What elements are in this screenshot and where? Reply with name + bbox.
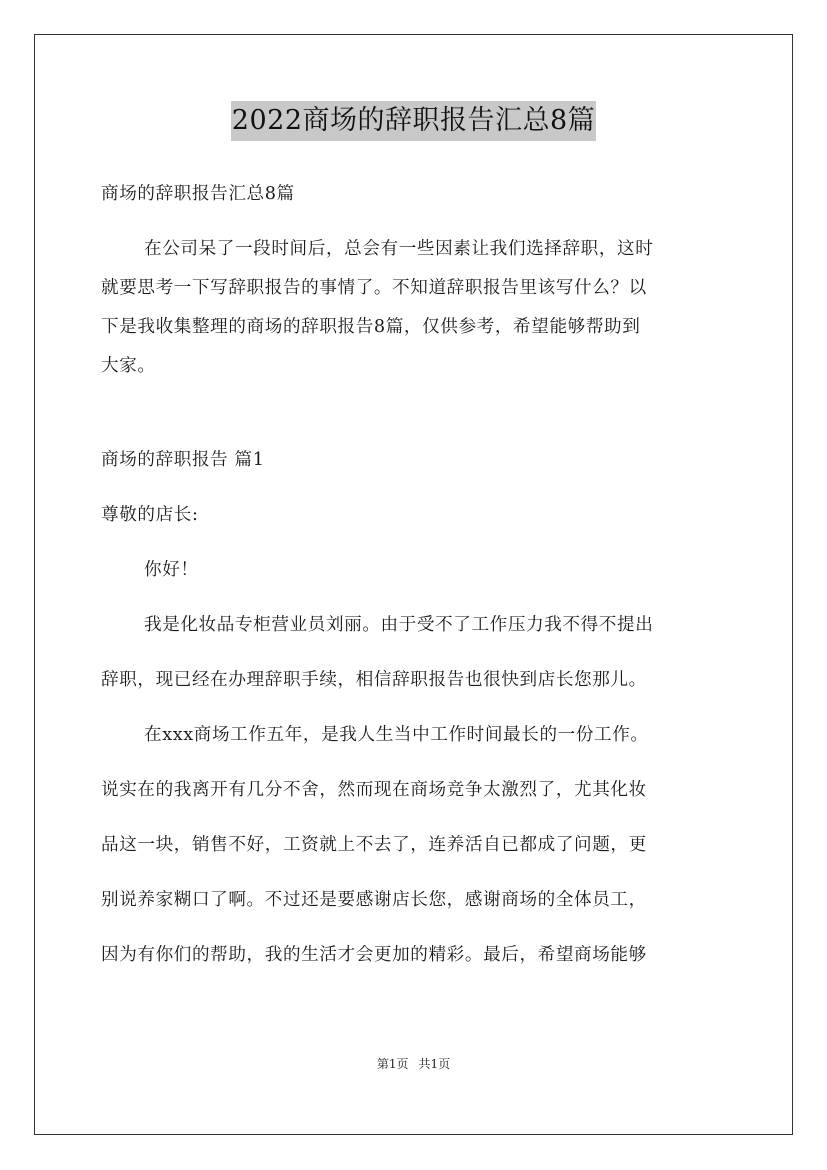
paragraph-line: 品这一块，销售不好，工资就上不去了，连养活自已都成了问题，更 — [101, 835, 647, 855]
title-container — [0, 101, 827, 141]
page-number: 第1页 — [376, 1057, 409, 1071]
intro-line: 大家。 — [101, 356, 156, 376]
intro-line: 下是我收集整理的商场的辞职报告8篇，仅供参考，希望能够帮助到 — [101, 317, 641, 337]
intro-line: 就要思考一下写辞职报告的事情了。不知道辞职报告里该写什么？以 — [101, 278, 647, 298]
salutation: 尊敬的店长: — [101, 505, 199, 525]
intro-line: 在公司呆了一段时间后，总会有一些因素让我们选择辞职，这时 — [144, 239, 654, 259]
paragraph-line: 在xxx商场工作五年，是我人生当中工作时间最长的一份工作。 — [144, 725, 649, 745]
document-title: 2022商场的辞职报告汇总8篇 — [231, 101, 596, 141]
paragraph-line: 因为有你们的帮助，我的生活才会更加的精彩。最后，希望商场能够 — [101, 945, 647, 965]
document-body — [101, 175, 727, 975]
page-footer — [0, 1055, 827, 1072]
paragraph-line: 辞职，现已经在办理辞职手续，相信辞职报告也很快到店长您那儿。 — [101, 670, 647, 690]
greeting: 你好！ — [144, 560, 199, 580]
document-subtitle: 商场的辞职报告汇总8篇 — [101, 184, 295, 204]
page-total: 共1页 — [418, 1057, 451, 1071]
section-heading: 商场的辞职报告 篇1 — [101, 450, 265, 470]
paragraph-line: 说实在的我离开有几分不舍，然而现在商场竞争太激烈了，尤其化妆 — [101, 780, 647, 800]
intro-paragraph — [101, 230, 727, 386]
paragraph-line: 别说养家糊口了啊。不过还是要感谢店长您，感谢商场的全体员工， — [101, 890, 647, 910]
body-paragraph-2 — [101, 716, 727, 975]
paragraph-line: 我是化妆品专柜营业员刘丽。由于受不了工作压力我不得不提出 — [144, 615, 654, 635]
body-paragraph-1 — [101, 606, 727, 700]
